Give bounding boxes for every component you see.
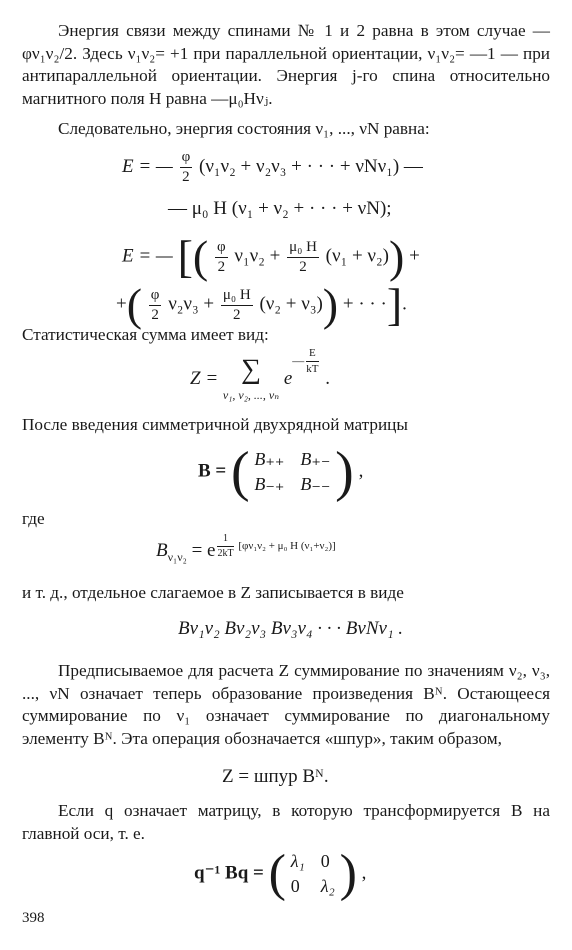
fraction-phi-over-2-b: $\frac{\varphi}{2}$ xyxy=(216,238,226,275)
energy-eq-line2: — μ₀ H (ν₁ + ν₂ + · · · + νN); xyxy=(168,198,392,219)
fraction-phi-over-2: $\frac{\varphi}{2}$ xyxy=(181,149,191,185)
energy-eq-line3: E = — [( $\frac{\varphi}{2}$ ν₁ν₂ + $\frac{\text{μ₀ H}}{2}$ (ν₁ + ν₂)) + xyxy=(122,231,420,282)
paragraph-where: где xyxy=(22,509,45,528)
paragraph-single-term: и т. д., отдельное слагаемое в Z записывается в виде xyxy=(22,583,404,602)
fraction-mu-h-over-2: $\frac{\text{μ₀ H}}{2}$ xyxy=(289,238,317,275)
paragraph-partition-intro: Статистическая сумма имеет вид: xyxy=(22,325,269,344)
energy-eq-line1: E = — $\frac{\varphi}{2}$ (ν₁ν₂ + ν₂ν₃ + · · · + νNν₁) — xyxy=(122,149,423,185)
energy-eq-line4: +( $\frac{\varphi}{2}$ ν₂ν₃ + $\frac{\text{μ₀ H}}{2}$ (ν₂ + ν₃)) + · · ·]. xyxy=(116,279,407,330)
matrix-lambda: λ₁ 0 0 λ₂ xyxy=(290,851,335,896)
bvv-definition: $B_{\nu_1\nu_2} = e$ $\frac{1}{2kT}$ [φν₁ν₂ + μ₀ H (ν₁+ν₂)] xyxy=(156,533,336,564)
matrix-b: B₊₊ B₊₋ B₋₊ B₋₋ xyxy=(254,449,331,494)
paragraph-state-energy: Следовательно, энергия состояния ν₁, ..., νN равна: xyxy=(58,119,430,138)
diagonalization-equation: q⁻¹ Bq = ( λ₁ 0 0 λ₂ ) , xyxy=(194,845,367,902)
paragraph-trace-explanation: Предписываемое для расчета Z суммирование по значениям ν₂, ν₃, ..., νN означает теперь образование произведения Bᴺ. Остающееся суммирование по ν₁ означает суммирование по диагональному элементу Bᴺ. Эта операция обозначается «шпур», таким образом, xyxy=(22,661,550,748)
fraction-mu-h-over-2-b: $\frac{\text{μ₀ H}}{2}$ xyxy=(222,286,251,323)
paragraph-matrix-intro: После введения симметричной двухрядной матрицы xyxy=(22,415,408,434)
paragraph-spin-energy: Энергия связи между спинами № 1 и 2 равна в этом случае —φν₁ν₂/2. Здесь ν₁ν₂= +1 при параллельной ориентации, ν₁ν₂= —1 — при антипараллельной ориентации. Энергия j-го спина относительно магнитного поля H равна —μ₀Hνⱼ. xyxy=(22,21,550,108)
partition-sum-equation: Z = ∑ ν₁, ν₂, ..., νₙ e— $\frac{E}{kT}$ . xyxy=(190,347,330,402)
matrix-b-equation: B = ( B₊₊ B₊₋ B₋₊ B₋₋ ) , xyxy=(198,441,364,503)
page-number: 398 xyxy=(22,910,45,926)
product-expression: Bν₁ν₂ Bν₂ν₃ Bν₃ν₄ · · · BνNν₁ . xyxy=(178,618,404,639)
fraction-phi-over-2-c: $\frac{\varphi}{2}$ xyxy=(150,286,160,323)
paragraph-diagonalization: Если q означает матрицу, в которую трансформируется B на главной оси, т. е. xyxy=(22,801,550,843)
sum-sign: ∑ xyxy=(241,354,261,385)
trace-equation: Z = шпур Bᴺ. xyxy=(222,766,329,787)
